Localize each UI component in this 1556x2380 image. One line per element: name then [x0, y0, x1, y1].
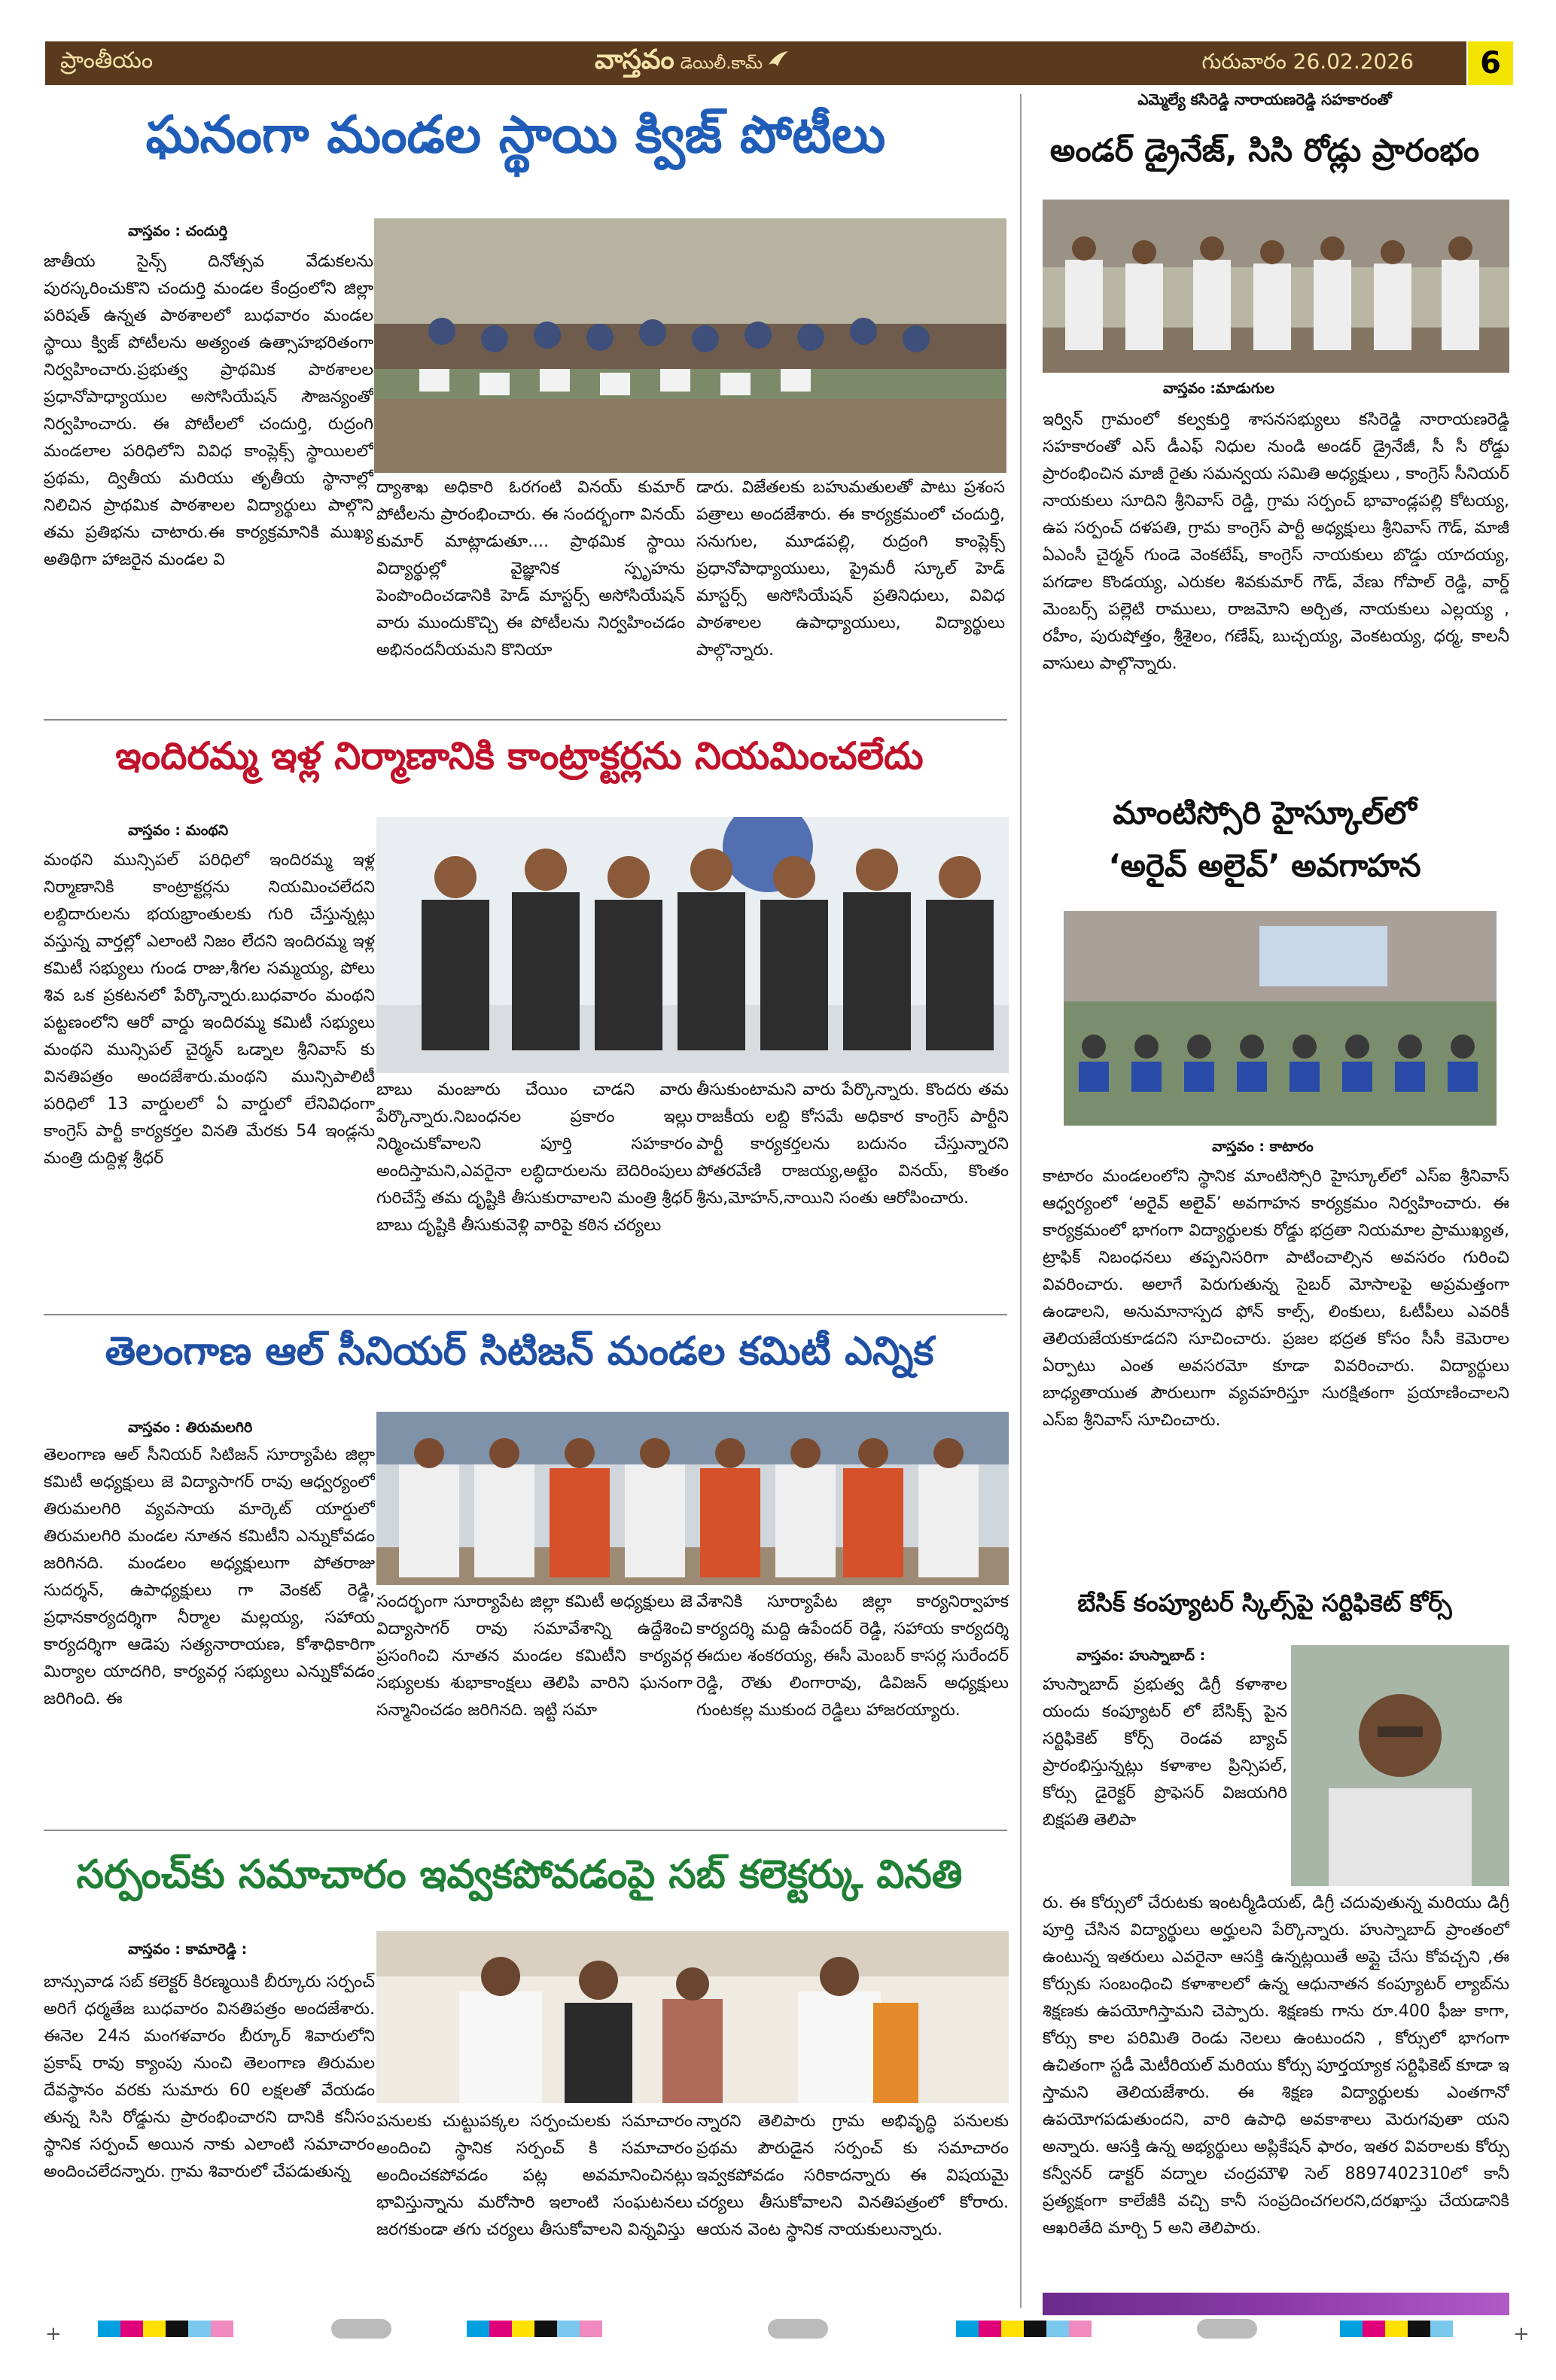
a3-headline: తెలంగాణ ఆల్ సీనియర్ సిటిజన్ మండల కమిటీ ఎన్నిక: [105, 1329, 934, 1374]
r1-body: ఇర్విన్ గ్రామంలో కల్వకుర్తి శాసనసభ్యులు కసిరెడ్డి నారాయణరెడ్డి సహకారంతో ఎస్ డీఎఫ్ నిధుల నుండి అండర్ డ్రైనేజీ, సీ సీ రోడ్డు ప్రారంభించిన మాజీ రైతు సమన్వయ సమితి అధ్యక్షులు , కాంగ్రెస్ సీనియర్ నాయకులు సూదిని శ్రీనివాస్ రెడ్డి, గ్రామ సర్పంచ్ భావాండ్లపల్లి కోటయ్య, ఉప సర్పంచ్ దళపతి, గ్రామ కాంగ్రెస్ పార్టీ అధ్యక్షులు శ్రీనివాస్ గౌడ్, మాజీ ఏఎంసీ చైర్మన్ గుండె వెంకటేష్, కాంగ్రెస్ నాయకులు బొడ్డు యాదయ్య, పగడాల కొండయ్య, ఎరుకల శివకుమార్ గౌడ్, వేణు గోపాల్ రెడ్డి, వార్డ్ మెంబర్స్ పల్లెటి రాములు, రాజమోని అర్చిత, నాయకులు ఎల్లయ్య , రహీం, పురుషోత్తం, శ్రీశైలం, గణేష్, బుచ్చయ్య, వెంకటయ్య, ధర్మ, కాలనీ వాసులు పాల్గొన్నారు.: [1043, 410, 1509, 673]
r1-dateline: వాస్తవం :మాడుగుల: [1163, 380, 1274, 397]
a2-headline: ఇందిరమ్మ ఇళ్ల నిర్మాణానికి కాంట్రాక్టర్లను నియమించలేదు: [115, 734, 924, 778]
brand-name: వాస్తవం: [595, 44, 674, 75]
r2-headline-2: ‘అరైవ్ అలైవ్’ అవగాహన: [1108, 847, 1421, 884]
r3-dateline: వాస్తవం: హుస్నాబాద్ :: [1076, 1647, 1206, 1664]
r1-photo: [1043, 200, 1509, 373]
a3-dateline: వాస్తవం : తిరుమలగిరి: [128, 1419, 253, 1436]
divider: [44, 1314, 1007, 1315]
a3-col3: వేశానికి సూర్యాపేట జిల్లా కార్యనిర్వాహక కార్యదర్శి మద్ది ఉపేందర్ రెడ్డి, సహాయ కార్యదర్శి ఈదుల శంకరయ్య, ఈసీ మెంబర్ కాసర్ల సురేందర్ రెడ్డి, రౌతు లింగారావు, డివిజన్ అధ్యక్షులు గుంటకల్ల ముకుంద రెడ్డిలు హాజరయ్యారు.: [696, 1592, 1009, 1720]
registration-mark: +: [45, 2323, 62, 2345]
brand-logo: [595, 44, 790, 82]
a2-dateline: వాస్తవం : మంథని: [128, 822, 229, 839]
a1-headline: ఘనంగా మండల స్థాయి క్విజ్ పోటీలు: [145, 105, 886, 165]
color-bar: [956, 2321, 1092, 2337]
a4-col2: పనులకు చుట్టుపక్కల సర్పంచులకు సమాచారం అందించి స్థానిక సర్పంచ్ కి సమాచారం అందించకపోవడం పట్ల అవమానించినట్లు భావిస్తున్నాను మరోసారి ఇలాంటి సంఘటనలు జరగకుండా తగు చర్యలు తీసుకోవాలని విన్నవిస్తు: [376, 2112, 693, 2239]
ad-strip: [1043, 2293, 1509, 2315]
a2-photo: [376, 817, 1009, 1073]
r3-headline: బేసిక్ కంప్యూటర్ స్కిల్స్‌పై సర్టిఫికెట్ కోర్స్: [1077, 1589, 1452, 1617]
a3-col2: సందర్భంగా సూర్యాపేట జిల్లా కమిటీ అధ్యక్షులు జె విద్యాసాగర్ రావు సమావేశాన్ని ఉద్దేశించి ప్రసంగించి నూతన మండల కమిటీని కార్యవర్గ సభ్యులకు శుభాకాంక్షలు తెలిపి వారిని ఘనంగా సన్మానించడం జరిగినది. ఇట్టి సమా: [376, 1592, 693, 1720]
divider: [44, 719, 1007, 721]
section-label: ప్రాంతీయం: [60, 47, 154, 74]
a2-col3: తీసుకుంటామని వారు పేర్కొన్నారు. కొందరు తమ రాజకీయ లబ్ది కోసమే అధికార కాంగ్రెస్ పార్టీని పార్టీ కార్యకర్తలను బదునం చేస్తున్నారని పోతరవేణి రాజయ్య,అట్టెం వినయ్, కొంతం శ్రీను,మోహన్,నాయిని సంతు ఆరోపించారు.: [696, 1080, 1009, 1208]
a4-photo: [376, 1931, 1009, 2103]
issue-date: గురువారం 26.02.2026: [1201, 49, 1414, 74]
masthead: [45, 41, 1466, 85]
bird-icon: [767, 50, 790, 72]
r2-photo: [1064, 911, 1497, 1126]
r3-portrait: [1291, 1645, 1509, 1886]
a1-photo: [374, 218, 1006, 473]
a1-dateline: వాస్తవం : చందుర్తి: [128, 223, 227, 239]
crop-mark: [1197, 2319, 1257, 2339]
a4-col1: బాన్సువాడ సబ్ కలెక్టర్ కిరణ్మయికి బీర్కూరు సర్పంచ్ అరిగే ధర్మతేజ బుధవారం వినతిపత్రం అందజేశారు. ఈనెల 24న మంగళవారం బీర్కూర్ శివారులోని ప్రకాష్ రావు క్యాంపు నుంచి తెలంగాణ తిరుమల దేవస్థానం వరకు సుమారు 60 లక్షలతో వేయడం తున్న సిసి రోడ్డును ప్రారంభించారని దానికి కనీసం స్థానిక సర్పంచ్ అయిన నాకు ఎలాంటి సమాచారం అందించలేదన్నారు. గ్రామ శివారులో చేపడుతున్న: [44, 1973, 375, 2181]
r1-kicker: ఎమ్మెల్యే కసిరెడ్డి నారాయణరెడ్డి సహకారంతో: [1137, 90, 1392, 108]
r2-body: కాటారం మండలంలోని స్థానిక మాంటిస్సోరి హైస్కూల్‌లో ఎస్ఐ శ్రీనివాస్ ఆధ్వర్యంలో ‘అరైవ్ అలైవ్’ అవగాహన కార్యక్రమం నిర్వహించారు. ఈ కార్యక్రమంలో భాగంగా విద్యార్థులకు రోడ్డు భద్రతా నియమాల ప్రాముఖ్యత, ట్రాఫిక్ నిబంధనలు తప్పనిసరిగా పాటించాల్సిన అవసరం గురించి వివరించారు. అలాగే పెరుగుతున్న సైబర్ మోసాలపై అప్రమత్తంగా ఉండాలని, అనుమానాస్పద ఫోన్ కాల్స్, లింకులు, ఓటీపీలు ఎవరికీ తెలియజేయకూడదని సూచించారు. ప్రజల భద్రత కోసం సీసీ కెమెరాల ఏర్పాటు ఎంత అవసరమో కూడా వివరించారు. విద్యార్థులు బాధ్యతాయుత పౌరులుగా వ్యవహరిస్తూ సురక్షితంగా ప్రయాణించాలని ఎస్ఐ శ్రీనివాస్ సూచించారు.: [1043, 1167, 1509, 1430]
r2-headline-1: మాంటిస్సోరి హైస్కూల్‌లో: [1113, 794, 1417, 831]
a3-photo: [376, 1412, 1009, 1585]
page-number: 6: [1468, 41, 1513, 85]
color-bar: [98, 2321, 233, 2337]
a2-col1: మంథని మున్సిపల్ పరిధిలో ఇందిరమ్మ ఇళ్ల నిర్మాణానికి కాంట్రాక్టర్లను నియమించలేదని లబ్దిదారులను భయభ్రాంతులకు గురి చేస్తున్నట్లు వస్తున్న వార్తల్లో ఎలాంటి నిజం లేదని ఇందిరమ్మ ఇళ్ల కమిటీ సభ్యులు గుండ రాజు,శీగల సమ్మయ్య, పోలు శివ ఒక ప్రకటనలో పేర్కొన్నారు.బుధవారం మంథని పట్టణంలోని ఆరో వార్డు ఇందిరమ్మ కమిటీ సభ్యులు మంథని మున్సిపల్ చైర్మన్ ఒడ్నాల శ్రీనివాస్ కు వినతిపత్రం అందజేశారు.మంథని మున్సిపాలిటీ పరిధిలో 13 వార్డులలో ఏ వార్డులో లేనివిధంగా కాంగ్రెస్ పార్టీ కార్యకర్తల వినతి మేరకు 54 ఇండ్లను మంత్రి దుద్దిళ్ల శ్రీధర్: [44, 851, 375, 1168]
r3-body-wide: రు. ఈ కోర్సులో చేరుటకు ఇంటర్మీడియట్, డిగ్రీ చదువుతున్న మరియు డిగ్రీ పూర్తి చేసిన విద్యార్థులు అర్హులని పేర్కొన్నారు. హుస్నాబాద్ ప్రాంతంలో ఉంటున్న ఇతరులు ఎవరైనా ఆసక్తి ఉన్నట్లయితే అప్లై చేసు కోవచ్చని ,ఈ కోర్సుకు సంబంధించి కళాశాలలో ఉన్న ఆధునాతన కంప్యూటర్ ల్యాబ్‌ను శిక్షణకు ఉపయోగిస్తామని చెప్పారు. శిక్షణకు గాను రూ.400 ఫీజు కాగా, కోర్సు కాల పరిమితి రెండు నెలలు ఉంటుందని , కోర్సులో భాగంగా ఉచితంగా స్టడీ మెటీరియల్ మరియు కోర్సు పూర్తయ్యాక సర్టిఫికెట్ కూడా ఇ స్తామని తెలియజేశారు. ఈ శిక్షణ విద్యార్థులకు ఎంతగానో ఉపయోగపడుతుందని, వారి ఉపాధి అవకాశాలు మెరుగవుతా యని అన్నారు. ఆసక్తి ఉన్న అభ్యర్థులు అప్లికేషన్ ఫారం, ఇతర వివరాలకు కోర్సు కన్వీనర్ డాక్టర్ వద్నాల చంద్రమౌళి సెల్ 8897402310లో కానీ ప్రత్యక్షంగా కాలేజీకి వచ్చి కానీ సంప్రదించగలరని,దరఖాస్తు చేయడానికి ఆఖరితేది మార్చి 5 అని తెలిపారు.: [1043, 1894, 1509, 2238]
r3-body-narrow: హుస్నాబాద్ ప్రభుత్వ డిగ్రీ కళాశాల యందు కంప్యూటర్ లో బేసిక్స్ పైన సర్టిఫికెట్ కోర్స్ రెండవ బ్యాచ్ ప్రారంభిస్తున్నట్లు కళాశాల ప్రిన్సిపల్, కోర్సు డైరెక్టర్ ప్రొఫెసర్ విజయగిరి బిక్షపతి తెలిపా: [1043, 1675, 1287, 1830]
r2-dateline: వాస్తవం : కాటారం: [1212, 1138, 1314, 1155]
crop-mark: [331, 2319, 391, 2339]
a1-col3: డారు. విజేతలకు బహుమతులతో పాటు ప్రశంస పత్రాలు అందజేశారు. ఈ కార్యక్రమంలో చందుర్తి, సనుగుల, మూడపల్లి, రుద్రంగి కాంప్లెక్స్ ప్రధానోపాధ్యాయులు, ప్రైమరీ స్కూల్ హెడ్ మాస్టర్స్ అసోసియేషన్ ప్రతినిధులు, వివిధ పాఠశాలల ఉపాధ్యాయులు, విద్యార్థులు పాల్గొన్నారు.: [696, 478, 1005, 660]
a2-col2: బాబు మంజూరు చేయిం చాడని వారు పేర్కొన్నారు.నిబంధనల ప్రకారం ఇల్లు నిర్మించుకోవాలని పూర్తి సహకారం అందిస్తామని,ఎవరైనా లబ్ధిదారులను బెదిరింపులు గురిచేస్తే తమ దృష్టికి తీసుకురావాలని మంత్రి శ్రీధర్ బాబు దృష్టికి తీసుకువెళ్లి వారిపై కఠిన చర్యలు: [376, 1080, 693, 1235]
crop-mark: [768, 2319, 828, 2339]
registration-mark: +: [1513, 2323, 1530, 2345]
a4-headline: సర్పంచ్‌కు సమాచారం ఇవ్వకపోవడంపై సబ్ కలెక్టర్కు వినతి: [76, 1852, 963, 1897]
brand-sub: డెయిలీ.కామ్: [680, 54, 763, 73]
color-bar: [467, 2321, 602, 2337]
color-bar: [1340, 2321, 1453, 2337]
a4-col3: న్నారని తెలిపారు గ్రామ అభివృద్ధి పనులకు ప్రథమ పౌరుడైన సర్పంచ్ కు సమాచారం ఇవ్వకపోవడం సరికాదన్నారు ఈ విషయమై చర్యలు తీసుకోవాలని వినతిపత్రంలో కోరారు. ఆయన వెంట స్థానిక నాయకులున్నారు.: [696, 2112, 1009, 2239]
column-divider: [1020, 94, 1022, 2308]
a4-dateline: వాస్తవం : కామారెడ్డి :: [128, 1941, 248, 1958]
a1-col2: ద్యాశాఖ అధికారి ఓరగంటి వినయ్ కుమార్ పోటీలను ప్రారంభించారు. ఈ సందర్భంగా వినయ్ కుమార్ మాట్లాడుతూ.... ప్రాథమిక స్థాయి విద్యార్థుల్లో వైజ్ఞానిక స్పృహను పెంపొందించడానికి హెడ్ మాస్టర్స్ అసోసియేషన్ వారు ముందుకొచ్చి ఈ పోటీలను నిర్వహించడం అభినందనీయమని కొనియా: [376, 478, 685, 660]
divider: [44, 1830, 1007, 1831]
r1-headline: అండర్ డ్రైనేజ్, సిసి రోడ్లు ప్రారంభం: [1049, 132, 1480, 169]
a3-col1: తెలంగాణ ఆల్ సీనియర్ సిటిజన్ సూర్యాపేట జిల్లా కమిటీ అధ్యక్షులు జె విద్యాసాగర్ రావు ఆధ్వర్యంలో తిరుమలగిరి వ్యవసాయ మార్కెట్ యార్డులో తిరుమలగిరి మండల నూతన కమిటీని ఎన్నుకోవడం జరిగినది. మండలం అధ్యక్షులుగా పోతరాజు సుదర్శన్, ఉపాధ్యక్షులు గా వెంకట్ రెడ్డి, ప్రధానకార్యదర్శిగా నీర్మాల మల్లయ్య, సహాయ కార్యదర్శిగా ఆడెపు సత్యనారాయణ, కోశాధికారిగా మిర్యాల యాదగిరి, కార్యవర్గ సభ్యులు ఎన్నుకోవడం జరిగింది. ఈ: [44, 1446, 375, 1708]
a1-col1: జాతీయ సైన్స్ దినోత్సవ వేడుకలను పురస్కరించుకొని చందుర్తి మండల కేంద్రంలోని జిల్లా పరిషత్ ఉన్నత పాఠశాలలో బుధవారం మండల స్థాయి క్విజ్ పోటీలను అత్యంత ఉత్సాహభరితంగా నిర్వహించారు.ప్రభుత్వ ప్రాథమిక పాఠశాలల ప్రధానోపాధ్యాయుల అసోసియేషన్ సౌజన్యంతో నిర్వహించారు. ఈ పోటీలలో చందుర్తి, రుద్రంగి మండలాల పరిధిలోని వివిధ కాంప్లెక్స్ స్థాయిలలో ప్రథమ, ద్వితీయ మరియు తృతీయ స్థానాల్లో నిలిచిన ప్రాథమిక పాఠశాలల విద్యార్థులు పాల్గొని తమ ప్రతిభను చాటారు.ఈ కార్యక్రమానికి ముఖ్య అతిథిగా హాజరైన మండల వి: [44, 252, 373, 569]
